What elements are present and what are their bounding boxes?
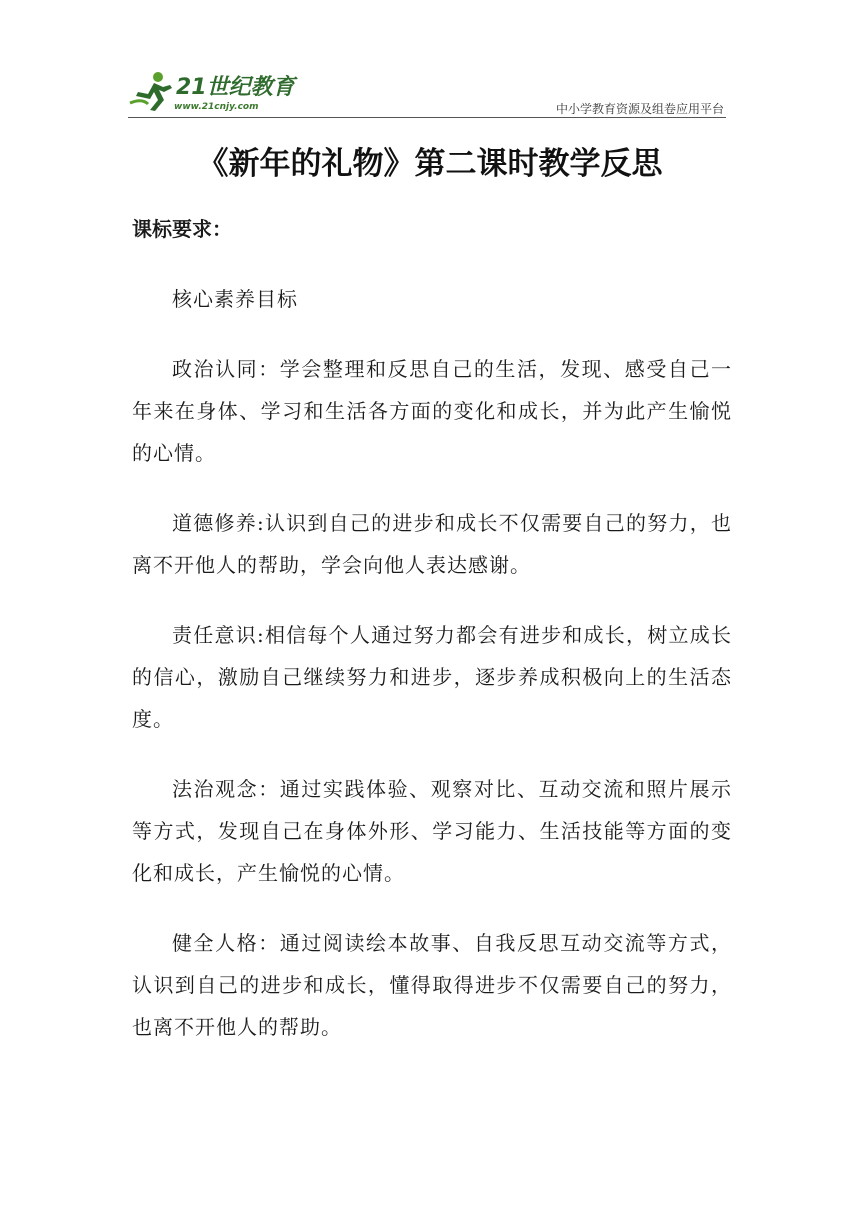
- paragraph-core-literacy: 核心素养目标: [172, 287, 298, 311]
- platform-text: 中小学教育资源及组卷应用平台: [555, 102, 724, 116]
- header-divider: [128, 117, 726, 118]
- logo-text: 21世纪教育: [176, 75, 295, 100]
- paragraph-sound-personality: 健全人格：通过阅读绘本故事、自我反思互动交流等方式，认识到自己的进步和成长，懂得取得进步不仅需要自己的努力，也离不开他人的帮助。: [132, 931, 732, 1039]
- logo-url: www.21cnjy.com: [174, 102, 259, 112]
- page-header: [128, 66, 726, 118]
- paragraph-moral-cultivation: 道德修养:认识到自己的进步和成长不仅需要自己的努力，也离不开他人的帮助，学会向他人表达感谢。: [132, 511, 732, 577]
- paragraph-rule-of-law: 法治观念：通过实践体验、观察对比、互动交流和照片展示等方式，发现自己在身体外形、学习能力、生活技能等方面的变化和成长，产生愉悦的心情。: [132, 777, 732, 885]
- paragraph-responsibility: 责任意识:相信每个人通过努力都会有进步和成长，树立成长的信心，激励自己继续努力和进步，逐步养成积极向上的生活态度。: [132, 623, 732, 731]
- paragraph-political-identity: 政治认同：学会整理和反思自己的生活，发现、感受自己一年来在身体、学习和生活各方面的变化和成长，并为此产生愉悦的心情。: [132, 357, 732, 465]
- section-heading: 课标要求：: [132, 217, 232, 241]
- page-title: 《新年的礼物》第二课时教学反思: [197, 146, 663, 182]
- document-body: [132, 208, 732, 1076]
- logo: [128, 66, 298, 116]
- runner-logo-icon: [128, 70, 176, 112]
